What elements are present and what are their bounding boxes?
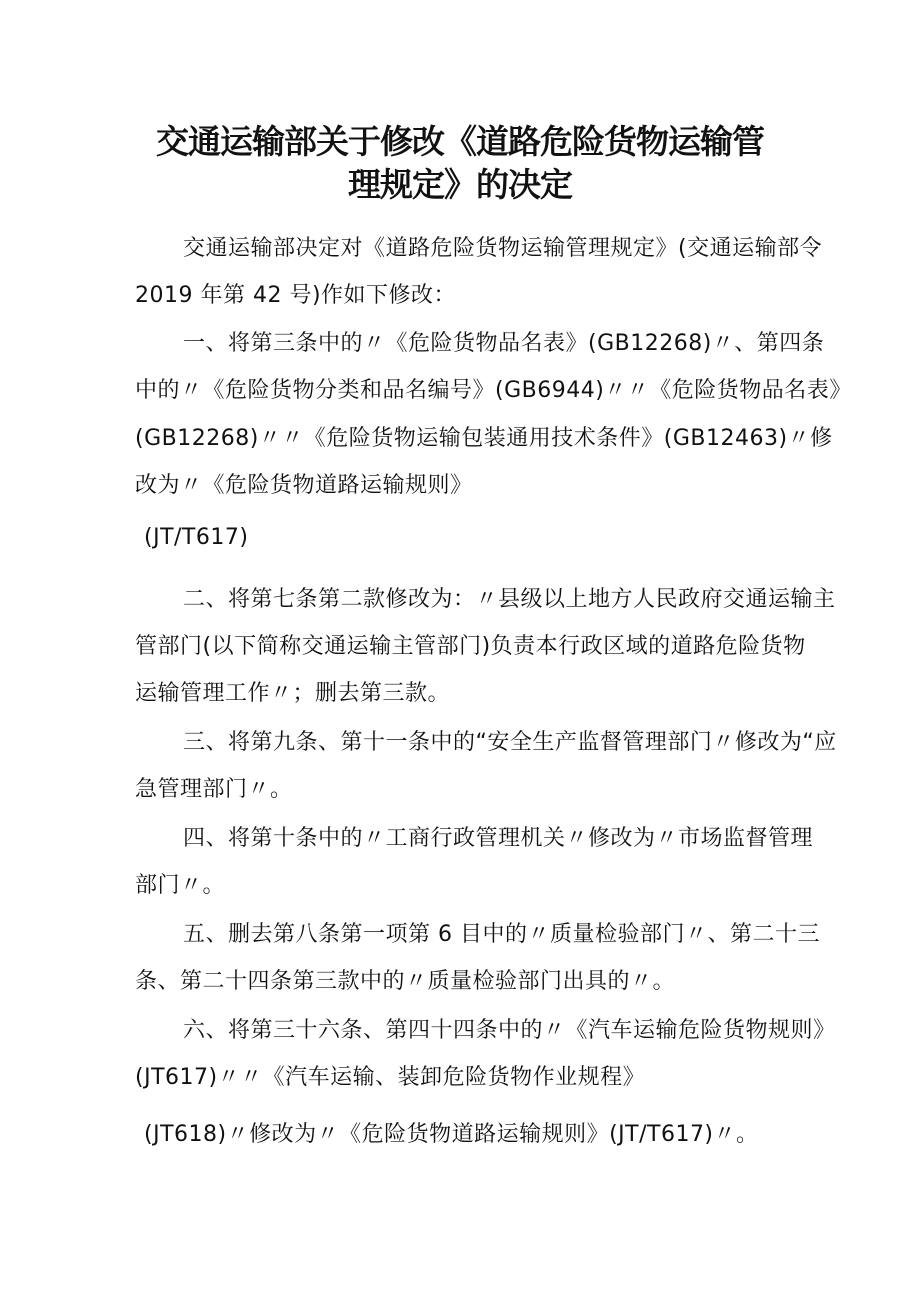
item-3-line-1: 三、将第九条、第十一条中的“安全生产监督管理部门〃修改为“应 [183,730,837,755]
item-5-line-1: 五、删去第八条第一项第 6 目中的〃质量检验部门〃、第二十三 [183,922,820,947]
item-4-line-2: 部门〃。 [135,873,226,898]
item-2-line-2: 管部门(以下简称交通运输主管部门)负责本行政区域的道路危险货物 [135,634,806,659]
item-1-line-3: (GB12268)〃〃《危险货物运输包装通用技术条件》(GB12463)〃修 [135,426,833,451]
item-5-line-2: 条、第二十四条第三款中的〃质量检验部门出具的〃。 [135,969,676,994]
item-4-line-1: 四、将第十条中的〃工商行政管理机关〃修改为〃市场监督管理 [183,826,814,851]
paragraph-intro-line-2: 2019 年第 42 号)作如下修改： [135,283,457,308]
item-2-line-1: 二、将第七条第二款修改为：〃县级以上地方人民政府交通运输主 [183,587,836,612]
item-2-line-3: 运输管理工作〃；删去第三款。 [135,681,451,706]
item-3-line-2: 急管理部门〃。 [135,777,293,802]
item-6-line-2: (JT617)〃〃《汽车运输、装卸危险货物作业规程》 [135,1065,646,1090]
document-title-line-2: 理规定》的决定 [348,165,572,204]
item-1-line-1: 一、将第三条中的〃《危险货物品名表》(GB12268)〃、第四条 [183,331,825,356]
item-1-line-4: 改为〃《危险货物道路运输规则》 [135,473,473,498]
item-1-line-5: (JT/T617) [144,525,249,550]
item-1-line-2: 中的〃《危险货物分类和品名编号》(GB6944)〃〃《危险货物品名表》 [135,378,852,403]
item-6-line-1: 六、将第三十六条、第四十四条中的〃《汽车运输危险货物规则》 [183,1018,836,1043]
document-title-line-1: 交通运输部关于修改《道路危险货物运输管 [156,122,764,161]
item-6-line-3: (JT618)〃修改为〃《危险货物道路运输规则》(JT/T617)〃。 [144,1122,759,1147]
paragraph-intro-line-1: 交通运输部决定对《道路危险货物运输管理规定》(交通运输部令 [183,236,823,261]
